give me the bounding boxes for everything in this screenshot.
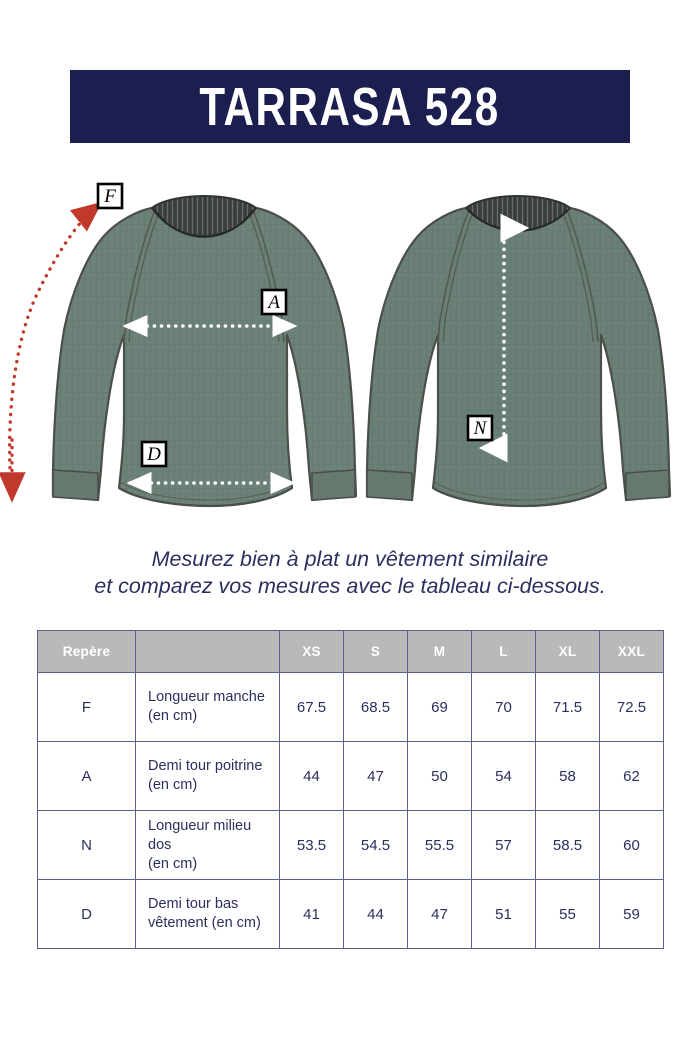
row-marker: F [38, 673, 136, 742]
cell-xl: 58.5 [536, 811, 600, 880]
cell-l: 70 [472, 673, 536, 742]
row-marker: D [38, 880, 136, 949]
cell-xxl: 60 [600, 811, 664, 880]
cell-xl: 71.5 [536, 673, 600, 742]
cell-m: 50 [408, 742, 472, 811]
marker-label-d: D [147, 444, 161, 465]
cell-s: 44 [344, 880, 408, 949]
cell-xs: 44 [280, 742, 344, 811]
garment-illustrations [0, 170, 700, 520]
cell-xs: 67.5 [280, 673, 344, 742]
cell-xs: 53.5 [280, 811, 344, 880]
cell-l: 54 [472, 742, 536, 811]
row-marker: N [38, 811, 136, 880]
column-header-l: L [472, 631, 536, 673]
row-description [136, 811, 280, 880]
cell-m: 47 [408, 880, 472, 949]
marker-box-n [468, 416, 492, 440]
cell-s: 54.5 [344, 811, 408, 880]
column-header-s: S [344, 631, 408, 673]
marker-box-d [142, 442, 166, 466]
measuring-instructions [0, 546, 700, 600]
column-header-xl: XL [536, 631, 600, 673]
marker-label-a: A [268, 292, 280, 313]
cell-s: 47 [344, 742, 408, 811]
table-row [38, 742, 664, 811]
column-header-m: M [408, 631, 472, 673]
cell-xs: 41 [280, 880, 344, 949]
row-description-line-2: (en cm) [148, 777, 198, 793]
table-row [38, 811, 664, 880]
row-description-line-1: Demi tour bas [148, 896, 239, 912]
row-description [136, 673, 280, 742]
marker-label-f: F [104, 186, 116, 207]
column-header-repere: Repère [38, 631, 136, 673]
cell-m: 55.5 [408, 811, 472, 880]
column-header-xs: XS [280, 631, 344, 673]
marker-label-n: N [473, 418, 487, 439]
row-description-line-1: Longueur manche [148, 689, 265, 705]
page-title: TARRASA 528 [199, 76, 501, 137]
header-banner [70, 70, 630, 143]
row-description-line-1: Longueur milieu dos [148, 817, 252, 853]
marker-box-a [262, 290, 286, 314]
table-header-row [38, 631, 664, 673]
cell-s: 68.5 [344, 673, 408, 742]
marker-box-f [98, 184, 122, 208]
row-description [136, 880, 280, 949]
column-header-xxl: XXL [600, 631, 664, 673]
row-marker: A [38, 742, 136, 811]
table-row [38, 880, 664, 949]
cell-xl: 58 [536, 742, 600, 811]
row-description-line-2: (en cm) [148, 855, 198, 872]
instructions-line-1: Mesurez bien à plat un vêtement similaire [151, 547, 549, 571]
row-description-line-2: (en cm) [148, 708, 198, 724]
cell-xxl: 59 [600, 880, 664, 949]
row-description-line-1: Demi tour poitrine [148, 758, 263, 774]
row-description-line-2: vêtement (en cm) [148, 915, 261, 931]
cell-l: 57 [472, 811, 536, 880]
instructions-line-2: et comparez vos mesures avec le tableau ci-dessous. [94, 574, 606, 598]
back-view-garment [367, 196, 670, 506]
cell-xxl: 72.5 [600, 673, 664, 742]
column-header-description [136, 631, 280, 673]
row-description [136, 742, 280, 811]
front-view-garment [53, 196, 356, 506]
table-row [38, 673, 664, 742]
size-table [37, 630, 664, 949]
cell-m: 69 [408, 673, 472, 742]
cell-xl: 55 [536, 880, 600, 949]
cell-l: 51 [472, 880, 536, 949]
cell-xxl: 62 [600, 742, 664, 811]
size-table-container [37, 630, 663, 949]
